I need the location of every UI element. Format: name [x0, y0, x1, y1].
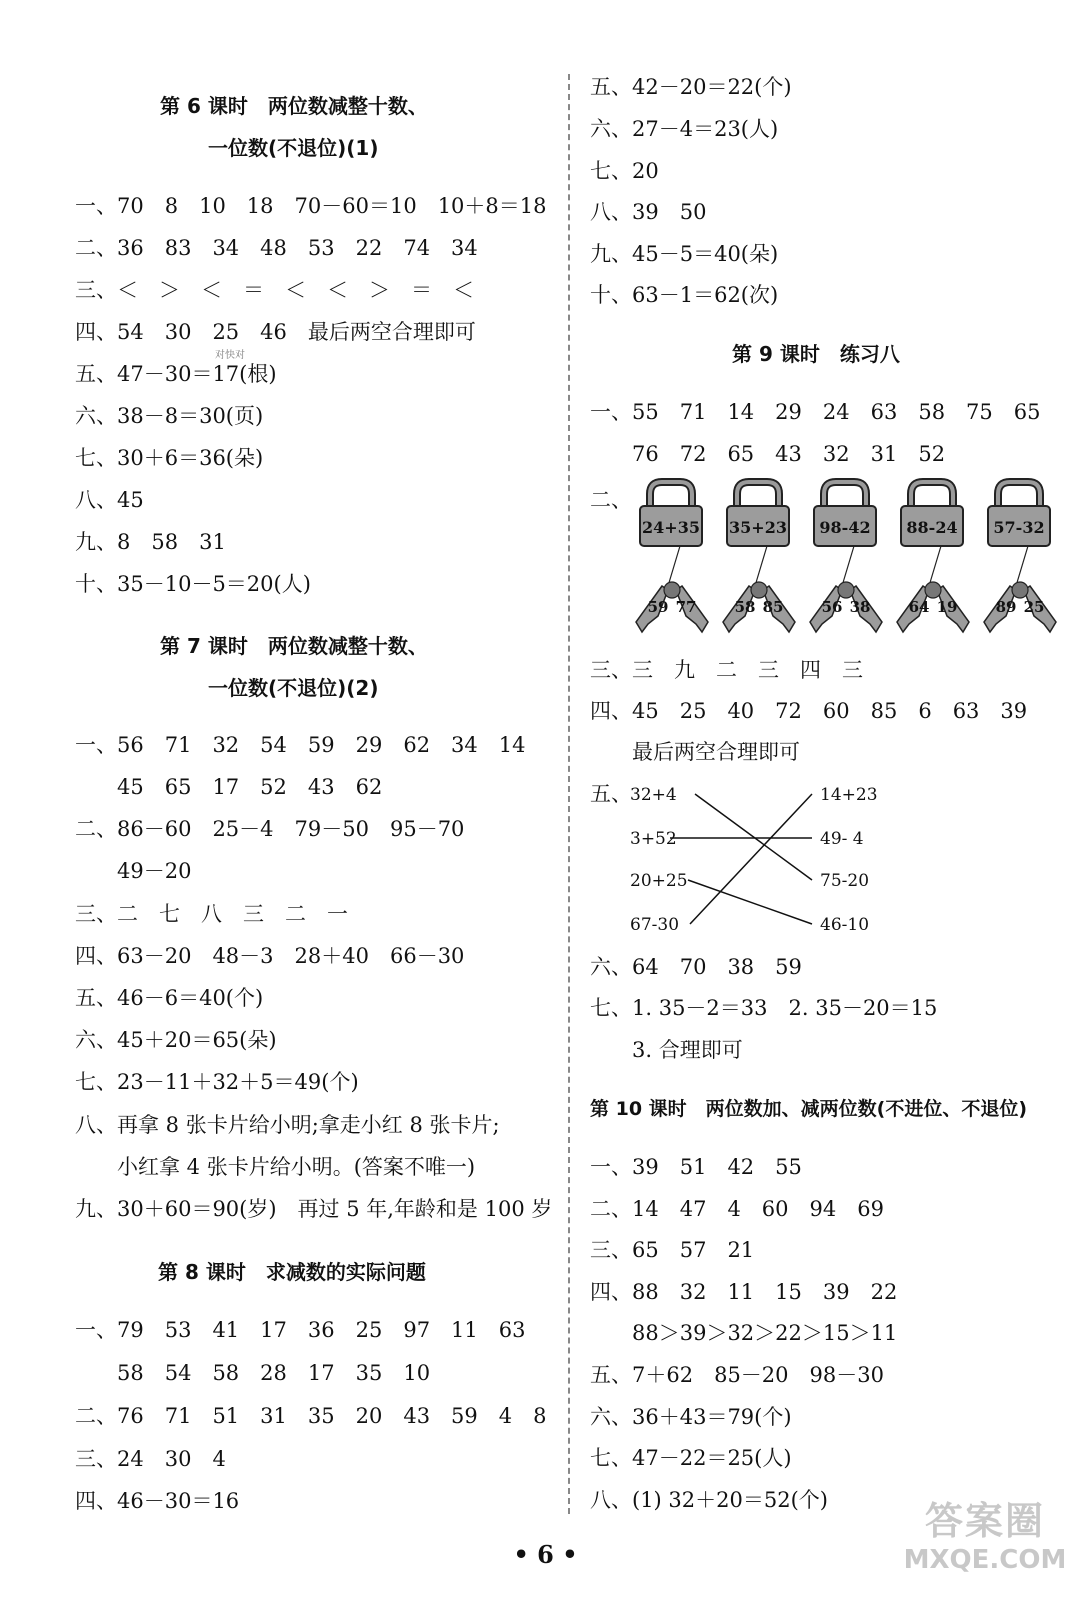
answer-line: 十、35－10－5＝20(人): [75, 572, 311, 596]
answer-line: 二、86－60 25－4 79－50 95－70: [75, 817, 465, 841]
key-ring: [664, 582, 680, 598]
answer-line: 88＞39＞32＞22＞15＞11: [590, 1321, 898, 1345]
answer-line: 五、46－6＝40(个): [75, 986, 264, 1010]
watermark-text: 答案圈: [924, 1499, 1045, 1543]
answer-line: 九、45－5＝40(朵): [590, 242, 779, 266]
handwritten-note: 对快对: [215, 350, 245, 361]
answer-line: 六、36＋43＝79(个): [590, 1405, 792, 1429]
key-number: 59: [647, 598, 669, 616]
watermark-url: MXQE.COM: [903, 1545, 1067, 1575]
lock-shackle: [650, 482, 692, 506]
lock-shackle: [998, 482, 1040, 506]
match-line: [695, 794, 812, 880]
key-ring: [838, 582, 854, 598]
answer-line: 三、二 七 八 三 二 一: [75, 902, 348, 926]
answer-line: 四、45 25 40 72 60 85 6 63 39: [590, 699, 1028, 723]
answer-line: 58 54 58 28 17 35 10: [75, 1361, 431, 1385]
key-number: 19: [936, 598, 958, 616]
matching-figure: [630, 776, 890, 946]
lock-shackle: [911, 482, 953, 506]
answer-line: 七、23－11＋32＋5＝49(个): [75, 1070, 359, 1094]
answer-line: 一、39 51 42 55: [590, 1155, 802, 1179]
answer-line: 七、30＋6＝36(朵): [75, 446, 264, 470]
answer-line: 四、54 30 25 46 最后两空合理即可: [75, 320, 476, 344]
answer-line: 三、三 九 二 三 四 三: [590, 658, 863, 682]
lock-string: [842, 546, 854, 586]
lock-key-pair: [636, 482, 708, 632]
match-right-item: 49- 4: [820, 829, 864, 849]
lock-key-pair: [723, 482, 795, 632]
lock-expression: 24+35: [642, 518, 700, 537]
lock-key-pair: [897, 482, 969, 632]
answer-line: 五、: [590, 782, 632, 806]
key-number: 38: [849, 598, 871, 616]
key-number: 58: [734, 598, 756, 616]
answer-line: 九、8 58 31: [75, 530, 226, 554]
answer-line: 八、39 50: [590, 200, 707, 224]
answer-line: 最后两空合理即可: [590, 740, 800, 764]
section-10-title: 第 10 课时 两位数加、减两位数(不进位、不退位): [590, 1098, 1028, 1120]
lock-expression: 88-24: [906, 518, 958, 537]
lock-string: [929, 546, 941, 586]
answer-line: 十、63－1＝62(次): [590, 283, 779, 307]
lock-key-pair: [984, 482, 1056, 632]
answer-line: 二、14 47 4 60 94 69: [590, 1197, 884, 1221]
section-7-subtitle: 一位数(不退位)(2): [208, 676, 379, 700]
match-line: [688, 880, 812, 924]
answer-line: 一、70 8 10 18 70－60＝10 10＋8＝18: [75, 194, 547, 218]
match-line: [690, 794, 812, 924]
lock-expression: 57-32: [993, 518, 1045, 537]
match-left-item: 20+25: [630, 871, 688, 891]
key-number: 77: [675, 598, 697, 616]
answer-line: 一、79 53 41 17 36 25 97 11 63: [75, 1318, 526, 1342]
section-9-title: 第 9 课时 练习八: [732, 342, 900, 366]
key-ring: [751, 582, 767, 598]
match-left-item: 32+4: [630, 785, 677, 805]
key-number: 56: [821, 598, 843, 616]
key-ring: [925, 582, 941, 598]
answer-line: 六、38－8＝30(页): [75, 404, 264, 428]
page-number: • 6 •: [513, 1540, 578, 1569]
lock-expression: 35+23: [729, 518, 787, 537]
section-6-subtitle: 一位数(不退位)(1): [208, 136, 379, 160]
answer-line: 76 72 65 43 32 31 52: [590, 442, 946, 466]
answer-line: 一、56 71 32 54 59 29 62 34 14: [75, 733, 526, 757]
answer-line: 3. 合理即可: [590, 1038, 743, 1062]
column-divider: [568, 74, 570, 1514]
answer-line: 一、55 71 14 29 24 63 58 75 65: [590, 400, 1041, 424]
answer-line: 五、42－20＝22(个): [590, 75, 792, 99]
key-number: 89: [995, 598, 1017, 616]
match-right-item: 75-20: [820, 871, 870, 891]
match-right-item: 14+23: [820, 785, 878, 805]
answer-line: 七、20: [590, 159, 659, 183]
answer-line: 三、＜ ＞ ＜ ＝ ＜ ＜ ＞ ＝ ＜: [75, 278, 474, 302]
match-right-item: 46-10: [820, 915, 870, 935]
answer-line: 小红拿 4 张卡片给小明。(答案不唯一): [75, 1155, 476, 1179]
answer-line: 二、: [590, 488, 632, 512]
answer-line: 五、7＋62 85－20 98－30: [590, 1363, 884, 1387]
answer-line: 三、24 30 4: [75, 1447, 226, 1471]
section-6-title: 第 6 课时 两位数减整十数、: [160, 94, 428, 118]
key-number: 25: [1023, 598, 1045, 616]
answer-line: 六、27－4＝23(人): [590, 117, 779, 141]
key-number: 85: [762, 598, 784, 616]
match-left-item: 67-30: [630, 915, 680, 935]
section-7-title: 第 7 课时 两位数减整十数、: [160, 634, 428, 658]
answer-line: 七、1. 35－2＝33 2. 35－20＝15: [590, 996, 938, 1020]
key-number: 64: [908, 598, 930, 616]
answer-line: 四、88 32 11 15 39 22: [590, 1280, 898, 1304]
answer-line: 八、(1) 32＋20＝52(个): [590, 1488, 828, 1512]
lock-string: [1016, 546, 1028, 586]
answer-line: 四、46－30＝16: [75, 1489, 240, 1513]
answer-line: 三、65 57 21: [590, 1238, 755, 1262]
answer-line: 六、45＋20＝65(朵): [75, 1028, 277, 1052]
answer-line: 八、再拿 8 张卡片给小明;拿走小红 8 张卡片;: [75, 1113, 500, 1137]
locks-and-keys-figure: [620, 478, 1085, 644]
key-ring: [1012, 582, 1028, 598]
lock-expression: 98-42: [819, 518, 871, 537]
lock-string: [668, 546, 680, 586]
lock-key-pair: [810, 482, 882, 632]
answer-line: 五、47－30＝17(根): [75, 362, 277, 386]
answer-line: 二、76 71 51 31 35 20 43 59 4 8: [75, 1404, 547, 1428]
answer-line: 45 65 17 52 43 62: [75, 775, 383, 799]
lock-string: [755, 546, 767, 586]
answer-line: 九、30＋60＝90(岁) 再过 5 年,年龄和是 100 岁: [75, 1197, 553, 1221]
watermark-logo: [890, 1490, 1080, 1590]
match-left-item: 3+52: [630, 829, 677, 849]
answer-line: 49－20: [75, 859, 192, 883]
answer-line: 二、36 83 34 48 53 22 74 34: [75, 236, 478, 260]
answer-line: 六、64 70 38 59: [590, 955, 802, 979]
answer-line: 八、45: [75, 488, 144, 512]
section-8-title: 第 8 课时 求减数的实际问题: [158, 1260, 426, 1284]
answer-line: 四、63－20 48－3 28＋40 66－30: [75, 944, 465, 968]
answer-line: 七、47－22＝25(人): [590, 1446, 792, 1470]
lock-shackle: [737, 482, 779, 506]
lock-shackle: [824, 482, 866, 506]
